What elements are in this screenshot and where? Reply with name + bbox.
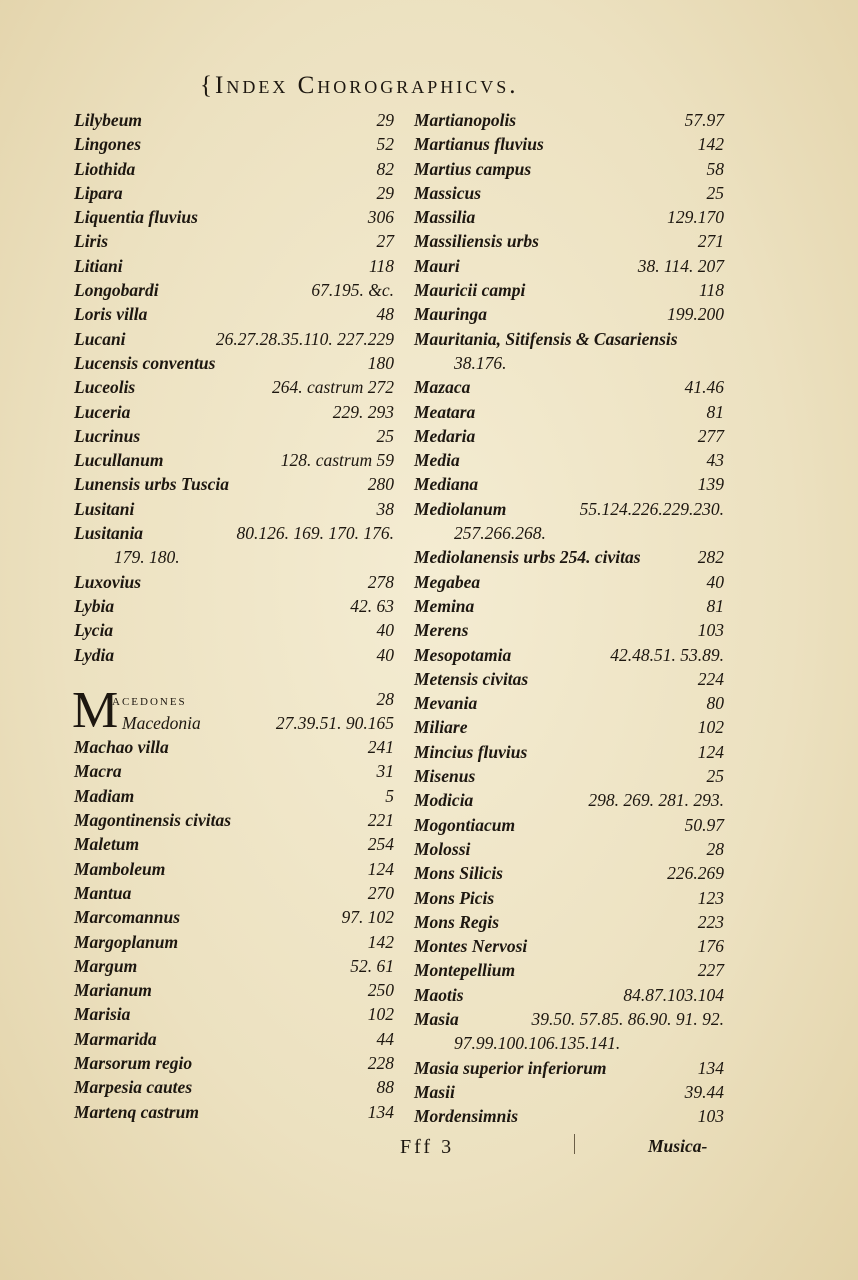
entry-term: Mediolanum: [414, 498, 507, 519]
entry-pages: 38. 114. 207: [637, 255, 724, 276]
index-entry: [74, 1027, 394, 1051]
entry-pages: 128. castrum 59: [280, 450, 394, 471]
index-entry: [414, 618, 724, 642]
index-entry: [74, 108, 394, 132]
entry-pages: 123: [697, 887, 724, 908]
entry-pages: 142: [367, 931, 394, 952]
entry-term: Masii: [414, 1081, 455, 1102]
entry-pages: 40: [376, 620, 394, 641]
entry-term: Mesopotamia: [414, 644, 512, 665]
entry-pages: 250: [367, 980, 394, 1001]
index-entry: [74, 521, 394, 545]
entry-pages: 102: [367, 1004, 394, 1025]
index-entry: [414, 132, 724, 156]
index-entry: [414, 788, 724, 812]
entry-pages: 28: [706, 838, 724, 859]
entry-term: Mincius fluvius: [414, 741, 528, 762]
entry-term: Mantua: [74, 882, 132, 903]
entry-pages: 134: [697, 1057, 724, 1078]
index-entry: [414, 886, 724, 910]
entry-term: Margoplanum: [74, 931, 179, 952]
index-entry: [414, 861, 724, 885]
entry-term: Masia superior inferiorum: [414, 1057, 607, 1078]
entry-term: Mons Regis: [414, 911, 500, 932]
left-column: [74, 108, 394, 1124]
entry-term: Longobardi: [74, 280, 159, 301]
entry-term: Martianopolis: [414, 110, 517, 130]
entry-term: Lusitani: [74, 498, 135, 519]
entry-pages: 227: [697, 960, 724, 981]
entry-term: Massiliensis urbs: [414, 231, 539, 252]
entry-pages: 88: [376, 1077, 394, 1098]
index-entry: [414, 424, 724, 448]
index-entry: [414, 1056, 724, 1080]
entry-term: acedones: [112, 692, 187, 709]
entry-term: Montes Nervosi: [414, 936, 528, 957]
entry-pages: 103: [697, 620, 724, 641]
index-entry: [74, 808, 394, 832]
entry-pages: 27.39.51. 90.165: [275, 712, 394, 733]
entry-term: Mevania: [414, 693, 478, 714]
entry-pages: 229. 293: [332, 401, 394, 422]
index-entry: [414, 691, 724, 715]
entry-term: Mogontiacum: [414, 814, 516, 835]
entry-pages: 41.46: [684, 377, 724, 398]
entry-term: Luxovius: [74, 571, 142, 592]
entry-pages: 25: [706, 766, 724, 787]
index-entry: [74, 832, 394, 856]
entry-pages: 42. 63: [350, 595, 394, 616]
index-entry: [414, 205, 724, 229]
entry-pages: 26.27.28.35.110. 227.229: [215, 328, 394, 349]
entry-pages: 228: [367, 1052, 394, 1073]
entry-term: Lybia: [74, 595, 115, 616]
index-entry: [414, 497, 724, 521]
index-entry: [74, 954, 394, 978]
entry-term: Megabea: [414, 571, 481, 592]
entry-term: Mordensimnis: [414, 1106, 519, 1127]
entry-term: Lucullanum: [74, 450, 164, 471]
entry-term: Modicia: [414, 790, 474, 811]
entry-pages: 257.266.268.: [454, 523, 546, 544]
entry-term: Martenq castrum: [74, 1101, 199, 1122]
entry-pages: 270: [367, 882, 394, 903]
index-entry: [74, 930, 394, 954]
entry-pages: 139: [697, 474, 724, 495]
index-entry: [414, 643, 724, 667]
index-entry: [74, 375, 394, 399]
entry-term: Lusitania: [74, 523, 144, 544]
index-entry: [414, 813, 724, 837]
right-column: [414, 108, 724, 1128]
entry-pages: 67.195. &c.: [311, 280, 394, 301]
entry-pages: 5: [385, 785, 394, 806]
index-entry: [414, 254, 724, 278]
index-entry: [414, 351, 724, 375]
entry-pages: 118: [369, 255, 394, 276]
entry-pages: 80: [706, 693, 724, 714]
entry-pages: 199.200: [667, 304, 724, 325]
entry-term: Marianum: [74, 980, 152, 1001]
entry-pages: 28: [376, 688, 394, 709]
index-entry: [414, 934, 724, 958]
index-entry: [74, 424, 394, 448]
index-entry: [414, 181, 724, 205]
index-entry: [414, 1080, 724, 1104]
entry-pages: 58: [706, 158, 724, 179]
entry-pages: 52. 61: [350, 955, 394, 976]
entry-term: Marmarida: [74, 1028, 157, 1049]
entry-pages: 50.97: [684, 814, 724, 835]
entry-pages: 224: [697, 668, 724, 689]
entry-pages: 179. 180.: [114, 547, 180, 568]
entry-term: Liris: [74, 231, 109, 252]
drop-cap: M: [72, 681, 119, 739]
entry-pages: 55.124.226.229.230.: [579, 498, 724, 519]
entry-pages: 221: [367, 810, 394, 831]
entry-term: Mauringa: [414, 304, 487, 325]
entry-term: Medaria: [414, 425, 476, 446]
index-entry: [414, 764, 724, 788]
index-entry: [74, 302, 394, 326]
signature-mark: Fff 3: [400, 1136, 455, 1158]
entry-pages: 29: [376, 182, 394, 203]
index-entry: [74, 545, 394, 569]
entry-term: Massicus: [414, 182, 482, 203]
index-entry: [74, 181, 394, 205]
entry-pages: 25: [376, 425, 394, 446]
footer-rule: [574, 1134, 575, 1154]
entry-pages: 102: [697, 717, 724, 738]
entry-pages: 52: [376, 134, 394, 155]
entry-term: Macra: [74, 761, 122, 782]
entry-term: Mediana: [414, 474, 479, 495]
entry-term: Molossi: [414, 838, 471, 859]
index-entry: [414, 740, 724, 764]
entry-pages: 277: [697, 425, 724, 446]
entry-pages: 25: [706, 182, 724, 203]
entry-term: Meatara: [414, 401, 476, 422]
entry-term: Mauritania, Sitifensis & Casariensis: [414, 328, 678, 349]
entry-pages: 27: [376, 231, 394, 252]
entry-pages: 42.48.51. 53.89.: [610, 644, 724, 665]
index-entry: [414, 448, 724, 472]
entry-term: Mazaca: [414, 377, 471, 398]
index-entry: [74, 643, 394, 667]
index-entry: [74, 448, 394, 472]
entry-term: Marisia: [74, 1004, 131, 1025]
index-entry: [414, 1031, 724, 1055]
entry-term: Loris villa: [74, 304, 148, 325]
index-entry: [74, 132, 394, 156]
entry-term: Macedonia: [122, 712, 201, 733]
index-entry: [74, 254, 394, 278]
entry-pages: 241: [367, 737, 394, 758]
index-entry: [74, 497, 394, 521]
entry-term: Lucani: [74, 328, 126, 349]
index-entry: [414, 1007, 724, 1031]
index-entry: [414, 375, 724, 399]
index-entry: [414, 837, 724, 861]
entry-term: Memina: [414, 595, 475, 616]
index-entry: [414, 983, 724, 1007]
entry-pages: 129.170: [667, 207, 724, 228]
entry-term: Machao villa: [74, 737, 169, 758]
entry-term: Mediolanensis urbs 254. civitas: [414, 547, 641, 568]
entry-term: Luceria: [74, 401, 131, 422]
entry-term: Montepellium: [414, 960, 516, 981]
index-entry: [414, 958, 724, 982]
index-entry: [414, 545, 724, 569]
entry-term: Lucensis conventus: [74, 352, 216, 373]
entry-term: Lydia: [74, 644, 115, 665]
entry-term: Lycia: [74, 620, 114, 641]
entry-pages: 31: [376, 761, 394, 782]
index-entry: [74, 1002, 394, 1026]
entry-pages: 278: [367, 571, 394, 592]
entry-pages: 271: [697, 231, 724, 252]
entry-pages: 39.50. 57.85. 86.90. 91. 92.: [531, 1008, 724, 1029]
entry-pages: 40: [376, 644, 394, 665]
entry-pages: 80.126. 169. 170. 176.: [236, 523, 394, 544]
entry-pages: 282: [697, 547, 724, 568]
entry-pages: 81: [706, 401, 724, 422]
page-header: {Index Chorographicvs.: [200, 72, 519, 99]
index-entry: [74, 400, 394, 424]
entry-pages: 97. 102: [341, 907, 394, 928]
entry-term: Marcomannus: [74, 907, 181, 928]
entry-term: Magontinensis civitas: [74, 810, 232, 831]
entry-term: Luceolis: [74, 377, 136, 398]
index-entry: [74, 327, 394, 351]
index-entry: [74, 881, 394, 905]
index-entry: [414, 229, 724, 253]
entry-term: Misenus: [414, 766, 476, 787]
entry-pages: 142: [697, 134, 724, 155]
entry-pages: 226.269: [667, 863, 724, 884]
entry-pages: 280: [367, 474, 394, 495]
entry-term: Martianus fluvius: [414, 134, 544, 155]
entry-term: Lingones: [74, 134, 142, 155]
index-entry: [414, 472, 724, 496]
index-entry: [74, 978, 394, 1002]
entry-term: Masia: [414, 1008, 459, 1029]
index-entry: [414, 521, 724, 545]
entry-term: Marpesia cautes: [74, 1077, 193, 1098]
entry-term: Madiam: [74, 785, 135, 806]
index-entry: [414, 570, 724, 594]
index-entry: [74, 1100, 394, 1124]
entry-pages: 264. castrum 272: [271, 377, 394, 398]
entry-pages: 180: [367, 352, 394, 373]
entry-term: Maotis: [414, 984, 464, 1005]
entry-pages: 40: [706, 571, 724, 592]
entry-pages: 57.97: [684, 110, 724, 130]
entry-pages: 81: [706, 595, 724, 616]
entry-pages: 38.176.: [454, 352, 507, 373]
entry-pages: 118: [699, 280, 724, 301]
index-entry: [414, 667, 724, 691]
entry-term: Lipara: [74, 182, 123, 203]
index-entry: [74, 351, 394, 375]
index-entry: [414, 1104, 724, 1128]
index-entry: [74, 905, 394, 929]
index-entry: [74, 618, 394, 642]
index-entry: [414, 278, 724, 302]
entry-pages: 124: [367, 858, 394, 879]
entry-term: Lunensis urbs Tuscia: [74, 474, 229, 495]
entry-term: Liothida: [74, 158, 136, 179]
entry-term: Liquentia fluvius: [74, 207, 198, 228]
index-entry: [414, 302, 724, 326]
entry-pages: 134: [367, 1101, 394, 1122]
entry-term: Mons Silicis: [414, 863, 503, 884]
index-entry: [74, 594, 394, 618]
entry-pages: 176: [697, 936, 724, 957]
index-entry: [74, 472, 394, 496]
index-entry: [74, 1075, 394, 1099]
index-entry: [74, 1051, 394, 1075]
entry-term: Metensis civitas: [414, 668, 529, 689]
index-entry: [414, 400, 724, 424]
index-entry: [74, 570, 394, 594]
entry-pages: 39.44: [684, 1081, 724, 1102]
entry-term: Lilybeum: [74, 110, 143, 130]
entry-term: Mauricii campi: [414, 280, 526, 301]
index-entry: [74, 205, 394, 229]
entry-pages: 97.99.100.106.135.141.: [454, 1033, 621, 1054]
index-entry: [74, 711, 394, 735]
entry-term: Mauri: [414, 255, 460, 276]
entry-term: Margum: [74, 955, 138, 976]
catchword: Musica-: [648, 1136, 708, 1156]
index-entry: [74, 857, 394, 881]
entry-pages: 124: [697, 741, 724, 762]
entry-pages: 29: [376, 110, 394, 130]
index-entry: [74, 784, 394, 808]
index-entry: [414, 910, 724, 934]
entry-term: Miliare: [414, 717, 468, 738]
entry-term: Mamboleum: [74, 858, 166, 879]
entry-pages: 84.87.103.104: [623, 984, 724, 1005]
entry-pages: 44: [376, 1028, 394, 1049]
entry-term: Massilia: [414, 207, 476, 228]
entry-term: Martius campus: [414, 158, 532, 179]
entry-pages: 82: [376, 158, 394, 179]
entry-pages: 298. 269. 281. 293.: [588, 790, 724, 811]
entry-term: Litiani: [74, 255, 123, 276]
index-entry: [74, 157, 394, 181]
entry-term: Maletum: [74, 834, 140, 855]
entry-term: Marsorum regio: [74, 1052, 193, 1073]
index-entry: [74, 735, 394, 759]
index-entry: [74, 229, 394, 253]
index-entry: [414, 157, 724, 181]
entry-term: Media: [414, 450, 460, 471]
entry-pages: 38: [376, 498, 394, 519]
index-entry: [74, 759, 394, 783]
entry-pages: 48: [376, 304, 394, 325]
entry-term: Merens: [414, 620, 469, 641]
entry-pages: 43: [706, 450, 724, 471]
entry-pages: 103: [697, 1106, 724, 1127]
entry-pages: 306: [367, 207, 394, 228]
index-entry: [414, 327, 724, 351]
index-entry: [414, 108, 724, 132]
index-entry: [414, 715, 724, 739]
index-entry: [74, 278, 394, 302]
index-entry: [414, 594, 724, 618]
entry-pages: 254: [367, 834, 394, 855]
entry-pages: 223: [697, 911, 724, 932]
entry-term: Mons Picis: [414, 887, 495, 908]
entry-term: Lucrinus: [74, 425, 141, 446]
